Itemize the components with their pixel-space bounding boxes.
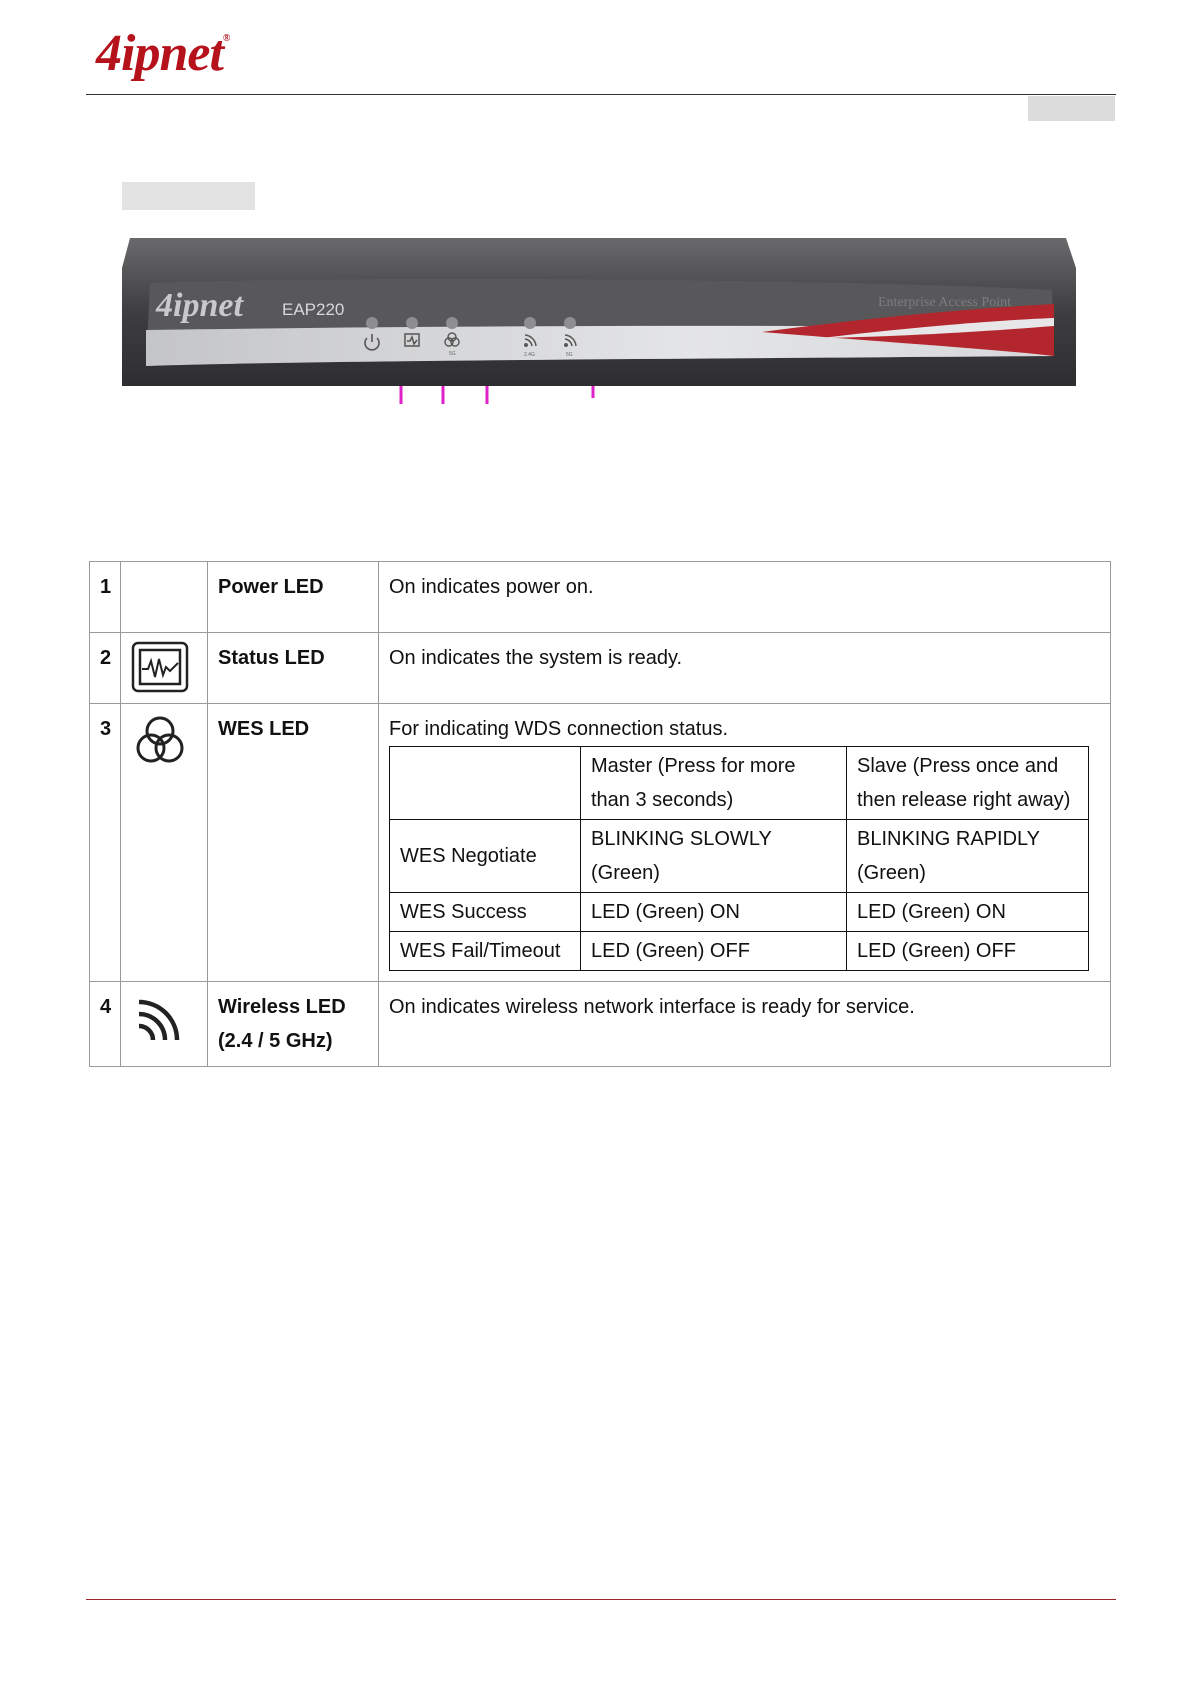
- brand-logo: 4ipnet®: [96, 25, 230, 82]
- row-number: 3: [90, 704, 121, 982]
- led-name-sub: (2.4 / 5 GHz): [218, 1030, 333, 1052]
- led-name: WES LED: [208, 704, 379, 982]
- led-name: Status LED: [208, 633, 379, 704]
- device-brand-text: 4ipnet: [156, 287, 243, 324]
- wes-state: WES Negotiate: [390, 820, 581, 893]
- row-number: 2: [90, 633, 121, 704]
- device-tagline-text: Enterprise Access Point: [878, 295, 1011, 310]
- wes-header-cell: [390, 747, 581, 820]
- table-row: [90, 562, 1111, 633]
- led-name: Power LED: [208, 562, 379, 633]
- wes-state: WES Fail/Timeout: [390, 932, 581, 971]
- wes-row: [390, 820, 1089, 893]
- device-model-text: EAP220: [282, 300, 345, 319]
- led-name: Wireless LED: [218, 996, 346, 1018]
- led-pointer-lines: [0, 0, 1191, 420]
- wes-slave-value: BLINKING RAPIDLY (Green): [847, 820, 1089, 893]
- wes-master-value: LED (Green) OFF: [581, 932, 847, 971]
- power-icon: [121, 562, 208, 633]
- row-number: 4: [90, 982, 121, 1067]
- wes-header-slave: Slave (Press once and then release right away): [847, 747, 1089, 820]
- led-description: On indicates wireless network interface is ready for service.: [379, 982, 1111, 1067]
- led-description: For indicating WDS connection status.: [389, 718, 729, 740]
- wes-master-value: BLINKING SLOWLY (Green): [581, 820, 847, 893]
- wes-row: [390, 893, 1089, 932]
- led-description: On indicates power on.: [379, 562, 1111, 633]
- wes-row: [390, 932, 1089, 971]
- row-number: 1: [90, 562, 121, 633]
- wes-slave-value: LED (Green) ON: [847, 893, 1089, 932]
- svg-text:2.4G: 2.4G: [524, 352, 535, 358]
- svg-text:5G: 5G: [566, 352, 573, 358]
- led-description: On indicates the system is ready.: [379, 633, 1111, 704]
- svg-text:5G: 5G: [449, 351, 456, 357]
- table-row: [90, 982, 1111, 1067]
- wes-status-table: [389, 746, 1089, 971]
- wes-master-value: LED (Green) ON: [581, 893, 847, 932]
- wireless-signal-icon: [131, 990, 189, 1048]
- wes-header-master: Master (Press for more than 3 seconds): [581, 747, 847, 820]
- wes-slave-value: LED (Green) OFF: [847, 932, 1089, 971]
- table-row: [90, 633, 1111, 704]
- led-description-table: [89, 561, 1111, 1067]
- wes-state: WES Success: [390, 893, 581, 932]
- wes-circles-icon: [131, 712, 189, 770]
- status-monitor-icon: [131, 641, 189, 693]
- footer-divider: [86, 1599, 1116, 1600]
- wes-header-row: [390, 747, 1089, 820]
- table-row: [90, 704, 1111, 982]
